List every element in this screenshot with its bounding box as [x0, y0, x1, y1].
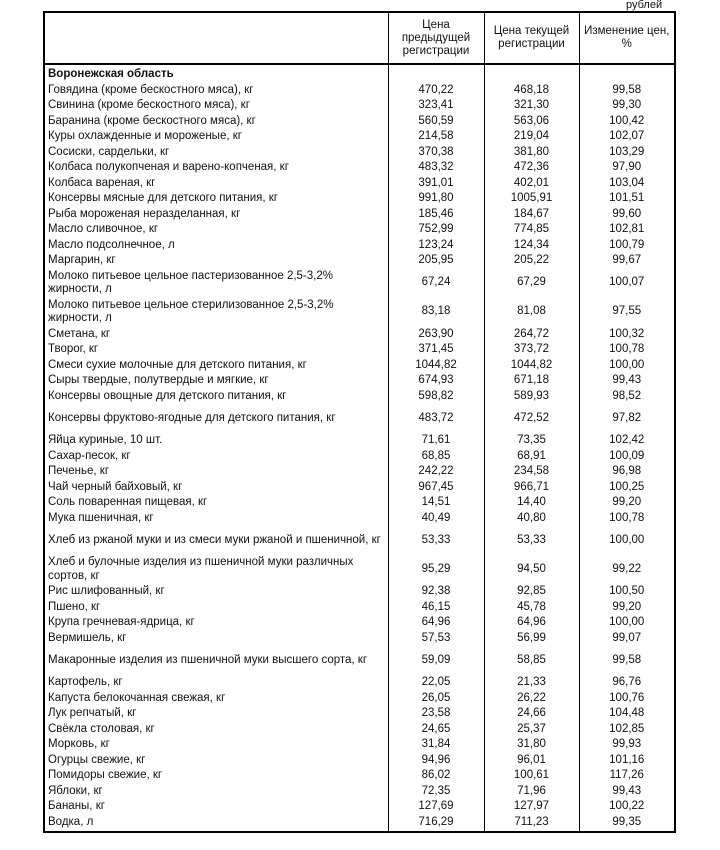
current-price-cell: 264,72 — [484, 327, 579, 343]
item-name: Сосиски, сардельки, кг — [44, 145, 388, 161]
item-name: Консервы фруктово-ягодные для детского питания, кг — [44, 404, 388, 433]
current-price-cell: 563,06 — [484, 114, 579, 130]
table-row — [44, 253, 675, 269]
current-price-cell: 14,40 — [484, 495, 579, 511]
prev-price-cell: 674,93 — [388, 373, 484, 389]
price-change-cell: 102,85 — [579, 722, 675, 738]
price-change-cell: 104,48 — [579, 706, 675, 722]
price-change-cell: 99,30 — [579, 98, 675, 114]
current-price-cell: 68,91 — [484, 449, 579, 465]
table-row — [44, 464, 675, 480]
current-price-cell: 25,37 — [484, 722, 579, 738]
table-row — [44, 675, 675, 691]
table-row — [44, 207, 675, 223]
table-row — [44, 433, 675, 449]
table-row — [44, 706, 675, 722]
prev-price-cell: 391,01 — [388, 176, 484, 192]
table-row — [44, 145, 675, 161]
current-price-cell: 321,30 — [484, 98, 579, 114]
prev-price-cell: 205,95 — [388, 253, 484, 269]
prev-price-cell: 86,02 — [388, 768, 484, 784]
price-change-cell: 100,00 — [579, 358, 675, 374]
table-row — [44, 526, 675, 555]
current-price-cell: 53,33 — [484, 526, 579, 555]
table-row — [44, 269, 675, 298]
prev-price-cell: 752,99 — [388, 222, 484, 238]
table-row — [44, 373, 675, 389]
header-price-change: Изменение цен, % — [579, 12, 675, 64]
price-change-cell: 99,93 — [579, 737, 675, 753]
item-name: Баранина (кроме бескостного мяса), кг — [44, 114, 388, 130]
prev-price-cell: 59,09 — [388, 646, 484, 675]
price-change-cell: 99,07 — [579, 631, 675, 647]
table-row — [44, 691, 675, 707]
price-change-cell: 99,67 — [579, 253, 675, 269]
table-row — [44, 238, 675, 254]
price-change-cell: 100,09 — [579, 449, 675, 465]
table-row — [44, 389, 675, 405]
table-row — [44, 600, 675, 616]
table-row — [44, 222, 675, 238]
price-change-cell: 100,00 — [579, 526, 675, 555]
table-row — [44, 584, 675, 600]
prev-price-cell: 67,24 — [388, 269, 484, 298]
item-name: Соль поваренная пищевая, кг — [44, 495, 388, 511]
current-price-cell: 81,08 — [484, 298, 579, 327]
current-price-cell: 711,23 — [484, 815, 579, 833]
price-change-cell: 99,20 — [579, 495, 675, 511]
price-change-cell: 99,60 — [579, 207, 675, 223]
item-name: Яйца куриные, 10 шт. — [44, 433, 388, 449]
current-price-cell: 1005,91 — [484, 191, 579, 207]
price-change-cell: 99,43 — [579, 784, 675, 800]
item-name: Маргарин, кг — [44, 253, 388, 269]
price-change-cell: 99,43 — [579, 373, 675, 389]
current-price-cell: 64,96 — [484, 615, 579, 631]
header-current-price: Цена текущей регистрации — [484, 12, 579, 64]
current-price-cell: 472,36 — [484, 160, 579, 176]
current-price-cell: 94,50 — [484, 555, 579, 584]
current-price-cell: 45,78 — [484, 600, 579, 616]
table-row — [44, 404, 675, 433]
price-change-cell: 100,78 — [579, 342, 675, 358]
table-row — [44, 160, 675, 176]
current-price-cell: 31,80 — [484, 737, 579, 753]
table-row — [44, 615, 675, 631]
current-price-cell: 472,52 — [484, 404, 579, 433]
price-change-cell: 100,76 — [579, 691, 675, 707]
header-prev-price: Цена предыдущей регистрации — [388, 12, 484, 64]
table-row — [44, 480, 675, 496]
current-price-cell: 58,85 — [484, 646, 579, 675]
item-name: Молоко питьевое цельное стерилизованное 2,5-3,2% жирности, л — [44, 298, 388, 327]
item-name: Сахар-песок, кг — [44, 449, 388, 465]
prev-price-cell: 71,61 — [388, 433, 484, 449]
current-price-cell: 100,61 — [484, 768, 579, 784]
item-name: Мука пшеничная, кг — [44, 511, 388, 527]
current-price-cell: 40,80 — [484, 511, 579, 527]
price-change-cell: 98,52 — [579, 389, 675, 405]
item-name: Печенье, кг — [44, 464, 388, 480]
item-name: Бананы, кг — [44, 799, 388, 815]
current-price-cell: 966,71 — [484, 480, 579, 496]
prev-price-cell: 26,05 — [388, 691, 484, 707]
table-row — [44, 737, 675, 753]
current-price-cell: 373,72 — [484, 342, 579, 358]
prev-price-cell: 1044,82 — [388, 358, 484, 374]
prev-price-cell: 967,45 — [388, 480, 484, 496]
item-name: Говядина (кроме бескостного мяса), кг — [44, 83, 388, 99]
current-price-cell: 71,96 — [484, 784, 579, 800]
table-row — [44, 631, 675, 647]
price-change-cell: 99,58 — [579, 83, 675, 99]
item-name: Водка, л — [44, 815, 388, 833]
prev-price-cell: 263,90 — [388, 327, 484, 343]
prev-price-cell: 370,38 — [388, 145, 484, 161]
prev-price-cell: 92,38 — [388, 584, 484, 600]
item-name: Хлеб и булочные изделия из пшеничной муки различных сортов, кг — [44, 555, 388, 584]
price-change-cell: 102,42 — [579, 433, 675, 449]
prev-price-cell: 24,65 — [388, 722, 484, 738]
current-price-cell: 67,29 — [484, 269, 579, 298]
price-change-cell: 99,20 — [579, 600, 675, 616]
prev-price-cell: 57,53 — [388, 631, 484, 647]
table-row — [44, 114, 675, 130]
prev-price-cell: 470,22 — [388, 83, 484, 99]
table-row — [44, 191, 675, 207]
prev-price-cell: 64,96 — [388, 615, 484, 631]
prev-price-cell: 560,59 — [388, 114, 484, 130]
current-price-cell: 774,85 — [484, 222, 579, 238]
prev-price-cell: 127,69 — [388, 799, 484, 815]
current-price-cell: 381,80 — [484, 145, 579, 161]
prev-price-cell: 53,33 — [388, 526, 484, 555]
prev-price-cell: 242,22 — [388, 464, 484, 480]
prev-price-cell: 323,41 — [388, 98, 484, 114]
price-change-cell: 101,16 — [579, 753, 675, 769]
item-name: Хлеб из ржаной муки и из смеси муки ржаной и пшеничной, кг — [44, 526, 388, 555]
table-row — [44, 784, 675, 800]
current-price-cell: 24,66 — [484, 706, 579, 722]
prev-price-cell: 31,84 — [388, 737, 484, 753]
item-name: Масло сливочное, кг — [44, 222, 388, 238]
price-change-cell: 100,22 — [579, 799, 675, 815]
price-change-cell: 100,42 — [579, 114, 675, 130]
item-name: Чай черный байховый, кг — [44, 480, 388, 496]
prev-price-cell: 123,24 — [388, 238, 484, 254]
prev-price-cell: 94,96 — [388, 753, 484, 769]
price-change-cell: 102,07 — [579, 129, 675, 145]
unit-label: рублей — [626, 0, 663, 11]
price-change-cell: 96,98 — [579, 464, 675, 480]
item-name: Консервы овощные для детского питания, кг — [44, 389, 388, 405]
prev-price-cell: 72,35 — [388, 784, 484, 800]
table-row — [44, 98, 675, 114]
price-change-cell: 103,29 — [579, 145, 675, 161]
item-name: Сыры твердые, полутвердые и мягкие, кг — [44, 373, 388, 389]
prev-price-cell: 598,82 — [388, 389, 484, 405]
item-name: Рыба мороженая неразделанная, кг — [44, 207, 388, 223]
prev-price-cell: 14,51 — [388, 495, 484, 511]
item-name: Капуста белокочанная свежая, кг — [44, 691, 388, 707]
price-change-cell: 99,58 — [579, 646, 675, 675]
table-row — [44, 449, 675, 465]
item-name: Рис шлифованный, кг — [44, 584, 388, 600]
table-body — [44, 64, 675, 832]
current-price-cell: 468,18 — [484, 83, 579, 99]
current-price-cell: 21,33 — [484, 675, 579, 691]
current-price-cell: 56,99 — [484, 631, 579, 647]
item-name: Свинина (кроме бескостного мяса), кг — [44, 98, 388, 114]
item-name: Молоко питьевое цельное пастеризованное 2,5-3,2% жирности, л — [44, 269, 388, 298]
table-row — [44, 815, 675, 833]
table-row — [44, 555, 675, 584]
table-header-row — [44, 12, 675, 64]
table-row — [44, 298, 675, 327]
price-change-cell: 97,82 — [579, 404, 675, 433]
prev-price-cell: 214,58 — [388, 129, 484, 145]
price-change-cell: 99,35 — [579, 815, 675, 833]
table-row — [44, 799, 675, 815]
current-price-cell: 127,97 — [484, 799, 579, 815]
table-row — [44, 646, 675, 675]
item-name: Куры охлажденные и мороженые, кг — [44, 129, 388, 145]
item-name: Творог, кг — [44, 342, 388, 358]
prev-price-cell: 23,58 — [388, 706, 484, 722]
item-name: Макаронные изделия из пшеничной муки высшего сорта, кг — [44, 646, 388, 675]
current-price-cell: 26,22 — [484, 691, 579, 707]
item-name: Крупа гречневая-ядрица, кг — [44, 615, 388, 631]
current-price-cell: 96,01 — [484, 753, 579, 769]
item-name: Консервы мясные для детского питания, кг — [44, 191, 388, 207]
item-name: Масло подсолнечное, л — [44, 238, 388, 254]
current-price-cell: 92,85 — [484, 584, 579, 600]
prev-price-cell: 46,15 — [388, 600, 484, 616]
current-price-cell: 205,22 — [484, 253, 579, 269]
item-name: Пшено, кг — [44, 600, 388, 616]
item-name: Сметана, кг — [44, 327, 388, 343]
header-name — [44, 12, 388, 64]
region-row — [44, 64, 675, 83]
table-row — [44, 358, 675, 374]
item-name: Морковь, кг — [44, 737, 388, 753]
price-change-cell: 97,55 — [579, 298, 675, 327]
current-price-cell: 73,35 — [484, 433, 579, 449]
item-name: Картофель, кг — [44, 675, 388, 691]
price-change-cell: 99,22 — [579, 555, 675, 584]
item-name: Яблоки, кг — [44, 784, 388, 800]
table-row — [44, 753, 675, 769]
price-change-cell: 100,50 — [579, 584, 675, 600]
prev-price-cell: 83,18 — [388, 298, 484, 327]
prev-price-cell: 185,46 — [388, 207, 484, 223]
price-change-cell: 100,78 — [579, 511, 675, 527]
table-row — [44, 722, 675, 738]
table-row — [44, 176, 675, 192]
item-name: Колбаса вареная, кг — [44, 176, 388, 192]
price-change-cell: 100,79 — [579, 238, 675, 254]
price-change-cell: 103,04 — [579, 176, 675, 192]
item-name: Колбаса полукопченая и варено-копченая, кг — [44, 160, 388, 176]
prev-price-cell: 371,45 — [388, 342, 484, 358]
prev-price-cell: 95,29 — [388, 555, 484, 584]
item-name: Лук репчатый, кг — [44, 706, 388, 722]
price-table — [43, 11, 676, 833]
current-price-cell: 219,04 — [484, 129, 579, 145]
table-row — [44, 768, 675, 784]
item-name: Вермишель, кг — [44, 631, 388, 647]
prev-price-cell: 40,49 — [388, 511, 484, 527]
table-row — [44, 327, 675, 343]
table-row — [44, 83, 675, 99]
item-name: Помидоры свежие, кг — [44, 768, 388, 784]
table-row — [44, 129, 675, 145]
price-change-cell: 100,00 — [579, 615, 675, 631]
prev-price-cell: 68,85 — [388, 449, 484, 465]
current-price-cell: 589,93 — [484, 389, 579, 405]
prev-price-cell: 991,80 — [388, 191, 484, 207]
price-change-cell: 96,76 — [579, 675, 675, 691]
current-price-cell: 124,34 — [484, 238, 579, 254]
prev-price-cell: 483,72 — [388, 404, 484, 433]
prev-price-cell: 483,32 — [388, 160, 484, 176]
item-name: Свёкла столовая, кг — [44, 722, 388, 738]
price-change-cell: 97,90 — [579, 160, 675, 176]
price-change-cell: 100,32 — [579, 327, 675, 343]
current-price-cell: 184,67 — [484, 207, 579, 223]
current-price-cell: 671,18 — [484, 373, 579, 389]
price-change-cell: 102,81 — [579, 222, 675, 238]
item-name: Смеси сухие молочные для детского питания, кг — [44, 358, 388, 374]
table-row — [44, 511, 675, 527]
current-price-cell: 402,01 — [484, 176, 579, 192]
prev-price-cell: 716,29 — [388, 815, 484, 833]
table-row — [44, 495, 675, 511]
price-change-cell: 100,07 — [579, 269, 675, 298]
price-change-cell: 101,51 — [579, 191, 675, 207]
region-name: Воронежская область — [44, 64, 388, 83]
current-price-cell: 234,58 — [484, 464, 579, 480]
prev-price-cell: 22,05 — [388, 675, 484, 691]
current-price-cell: 1044,82 — [484, 358, 579, 374]
price-change-cell: 117,26 — [579, 768, 675, 784]
item-name: Огурцы свежие, кг — [44, 753, 388, 769]
table-row — [44, 342, 675, 358]
price-change-cell: 100,25 — [579, 480, 675, 496]
